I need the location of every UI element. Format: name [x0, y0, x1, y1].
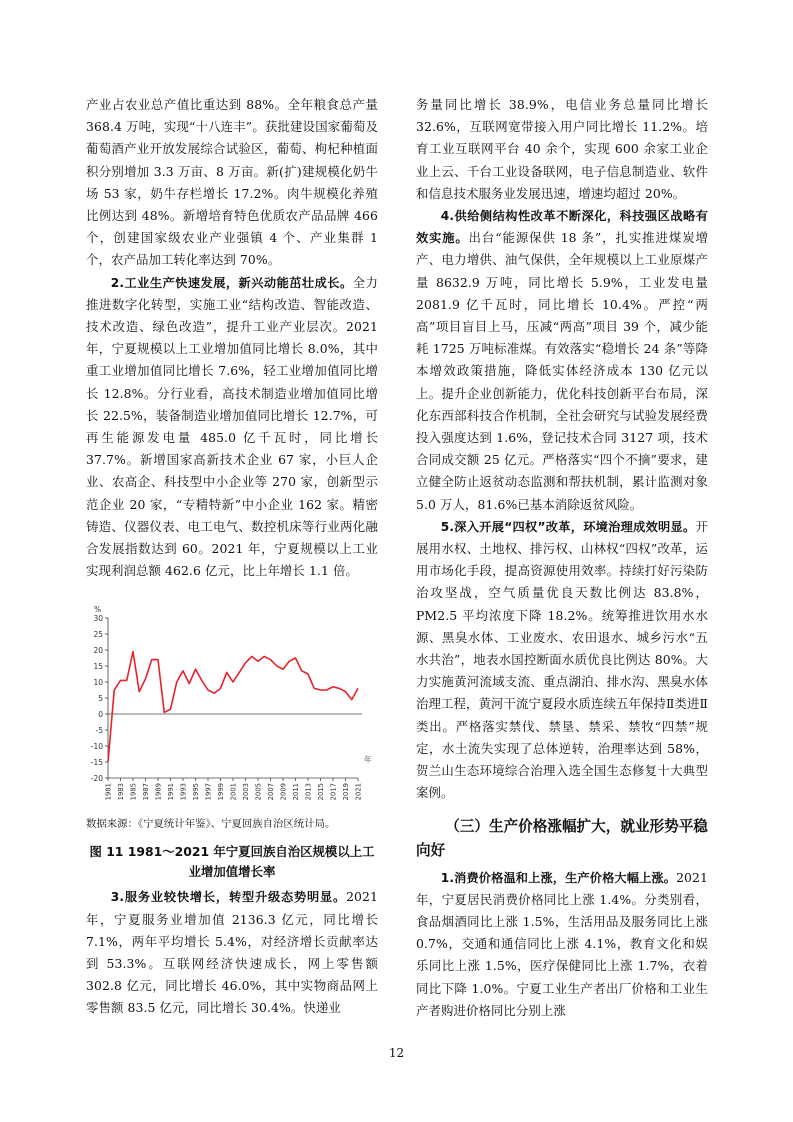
x-tick-label: 2007: [267, 783, 275, 801]
x-tick-label: 2009: [279, 783, 288, 801]
paragraph-services: [86, 886, 378, 1019]
y-tick-label: 5: [98, 694, 103, 704]
x-tick-label: 1991: [167, 783, 175, 801]
x-axis-label: 年: [364, 755, 372, 765]
y-axis-label: %: [94, 605, 102, 615]
chart-svg: [86, 596, 378, 812]
x-tick-label: 2015: [317, 783, 325, 801]
x-tick-label: 2011: [292, 783, 300, 801]
x-tick-label: 1983: [117, 783, 125, 801]
y-tick-label: -15: [90, 758, 103, 768]
x-tick-label: 2017: [329, 783, 338, 801]
y-tick-label: -20: [90, 774, 103, 784]
paragraph-agriculture: 产业占农业总产值比重达到 88%。全年粮食总产量 368.4 万吨，实现“十八连丰”。获批建设国家葡萄及葡萄酒产业开放发展综合试验区，葡萄、枸杞种植面积分别增加 3.3 万亩、8 万亩。新(扩)建规模化奶牛场 53 家，奶牛存栏增长 17.2%。肉牛规模化养殖比例达到 48%。新增培育特色优质农产品品牌 466 个，创建国家级农业产业强镇 4 个、产业集群 1 个，农产品加工转化率达到 70%。: [86, 97, 378, 268]
text-environment: 开展用水权、土地权、排污权、山林权“四权”改革，运用市场化手段，提高资源使用效率。持续打好污染防治攻坚战，空气质量优良天数比例达 83.8%，PM2.5 平均浓度下降 18.2%。统筹推进饮用水水源、黑臭水体、工业废水、农田退水、城乡污水“五水共治”，地表水国控断面水质优良比例达 80%。大力实施黄河流域支流、重点湖泊、排水沟、黑臭水体治理工程，黄河干流宁夏段水质连续五年保持Ⅱ类进Ⅱ类出。严格落实禁伐、禁垦、禁采、禁牧“四禁”规定，水土流失实现了总体逆转，治理率达到 58%，贺兰山生态环境综合治理入选全国生态修复十大典型案例。: [416, 518, 708, 801]
x-tick-label: 1993: [179, 783, 188, 801]
x-tick-label: 2001: [229, 783, 238, 801]
section-heading-prices: （三）生产价格涨幅扩大，就业形势平稳向好: [416, 817, 708, 859]
data-source: 数据来源：《宁夏统计年鉴》、宁夏回族自治区统计局。: [86, 818, 336, 831]
industrial-growth-chart: [86, 596, 378, 812]
x-tick-label: 1985: [129, 783, 138, 801]
x-tick-label: 2019: [342, 783, 350, 801]
right-column: [416, 94, 708, 1022]
y-tick-label: 25: [93, 630, 103, 640]
heading-environment: 5.深入开展“四权”改革，环境治理成效明显。: [440, 519, 696, 534]
y-tick-label: -5: [95, 726, 103, 736]
x-tick-label: 1997: [204, 783, 213, 801]
heading-prices: 1.消费价格温和上涨，生产价格大幅上涨。: [440, 870, 677, 885]
x-tick-label: 1995: [192, 783, 200, 801]
x-tick-label: 1999: [217, 783, 225, 801]
x-tick-label: 1981: [104, 783, 113, 801]
series-line: [108, 652, 358, 762]
paragraph-supply-side: [416, 205, 708, 516]
paragraph-internet: 务量同比增长 38.9%，电信业务总量同比增长 32.6%，互联网宽带接入用户同比增长 11.2%。培育工业互联网平台 40 余个，实现 600 余家工业企业上云、千台工业设备联网，电子信息制造业、软件和信息技术服务业发展迅速，增速均超过 20%。: [416, 97, 708, 201]
y-tick-label: 0: [98, 710, 103, 720]
left-column: [86, 94, 378, 1020]
y-tick-label: 30: [93, 614, 103, 624]
text-supply-side: 出台“能源保供 18 条”，扎实推进煤炭增产、电力增供、油气保供，全年规模以上工业原煤产量 8632.9 万吨，同比增长 5.9%，工业发电量 2081.9 亿千瓦时，同比增长 10.4%。严控“两高”项目盲目上马，压减“两高”项目 39 个，减少能耗 1725 万吨标准煤。有效落实“稳增长 24 条”等降本增效政策措施，降低实体经济成本 130 亿元以上。提升企业创新能力，优化科技创新平台布局，深化东西部科技合作机制，全社会研究与试验发展经费投入强度达到 1.6%，登记技术合同 3127 项，技术合同成交额 25 亿元。严格落实“四个不摘”要求，建立健全防止返贫动态监测和帮扶机制，累计监测对象 5.0 万人，81.6%已基本消除返贫风险。: [416, 230, 708, 512]
paragraph-industry: [86, 272, 378, 583]
text-services: 2021 年，宁夏服务业增加值 2136.3 亿元，同比增长 7.1%，两年平均增长 5.4%，对经济增长贡献率达到 53.3%。互联网经济快速成长，网上零售额 302.8 亿元，同比增长 46.0%，其中实物商品网上零售额 83.5 亿元，同比增长 30.4%。快递业: [86, 889, 378, 1016]
text-prices: 2021 年，宁夏居民消费价格同比上涨 1.4%。分类别看，食品烟酒同比上涨 1.5%，生活用品及服务同比上涨 0.7%，交通和通信同比上涨 4.1%，教育文化和娱乐同比上涨 1.5%，医疗保健同比上涨 1.7%，衣着同比下降 1.0%。宁夏工业生产者出厂价格和工业生产者购进价格同比分别上涨: [416, 869, 708, 1018]
page-number: 12: [388, 1046, 405, 1060]
figure-caption: 图 11 1981～2021 年宁夏回族自治区规模以上工业增加值增长率: [89, 844, 375, 880]
y-tick-label: 15: [93, 662, 103, 672]
paragraph-prices: [416, 867, 708, 1022]
x-tick-label: 2005: [254, 783, 263, 801]
paragraph-environment: [416, 516, 708, 805]
x-tick-label: 1987: [142, 783, 150, 801]
x-tick-label: 1989: [154, 783, 163, 801]
heading-industry: 2.工业生产快速发展，新兴动能茁壮成长。: [110, 275, 353, 290]
heading-supply-side: 4.供给侧结构性改革不断深化，科技强区战略有效实施。: [416, 209, 708, 246]
heading-services: 3.服务业较快增长，转型升级态势明显。: [110, 890, 347, 905]
x-tick-label: 2013: [304, 783, 313, 801]
y-tick-label: -10: [90, 742, 103, 752]
text-industry: 全力推进数字化转型，实施工业“结构改造、智能改造、技术改造、绿色改造”，提升工业产业层次。2021 年，宁夏规模以上工业增加值同比增长 8.0%，其中重工业增加值同比增长 7.6%，轻工业增加值同比增长 12.8%。分行业看，高技术制造业增加值同比增长 22.5%，装备制造业增加值同比增长 12.7%，可再生能源发电量 485.0 亿千瓦时，同比增长 37.7%。新增国家高新技术企业 67 家，小巨人企业、农高企、科技型中小企业等 270 家，创新型示范企业 20 家，“专精特新”中小企业 162 家。精密铸造、仪器仪表、电工电气、数控机床等行业两化融合发展指数达到 60。2021 年，宁夏规模以上工业实现利润总额 462.6 亿元，比上年增长 1.1 倍。: [86, 274, 378, 579]
x-tick-label: 2021: [354, 783, 363, 801]
y-tick-label: 20: [93, 646, 103, 656]
y-tick-label: 10: [93, 678, 103, 688]
x-tick-label: 2003: [242, 783, 250, 801]
